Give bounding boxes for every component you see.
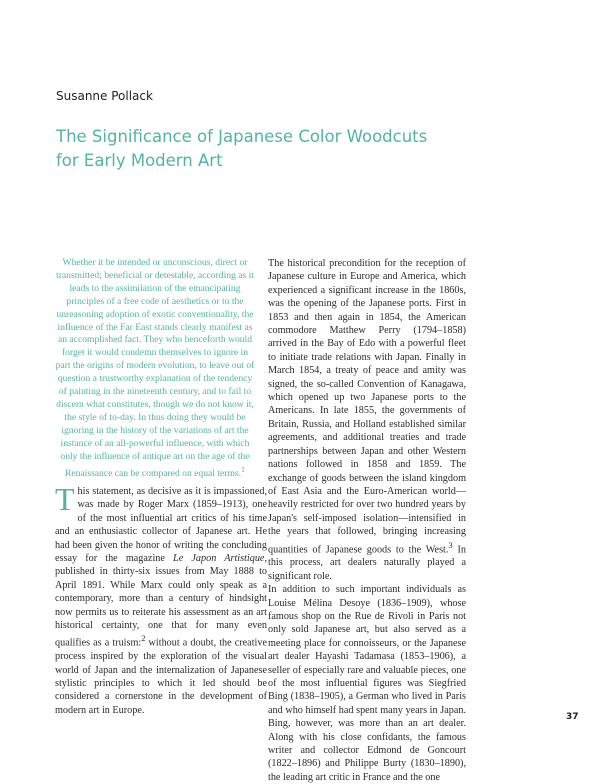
paragraph-text: , published in thirty-six issues from May 1888 to April 1891. While Marx could only speak as a contemporary, more than a century of hindsight now permits us to reiterate his assessment as an art historical certainty, one that for many even qualifies as a truism: [55, 553, 267, 649]
footnote-ref-1: 1 [241, 464, 246, 474]
page-number: 37 [566, 712, 579, 722]
epigraph-text: Whether it be intended or unconscious, direct or transmitted; beneficial or detestable, according as it leads to the assimilation of the emancipating principles of a free code of aesthetics or to the unreasoning adoption of exotic conventionality, the influence of the Far East stands clearly manifest as an accomplished fact. They who henceforth would forget it would condemn themselves to ignore in part the origins of modern evolution, to leave out of question a trustworthy explanation of the tendency of painting in the nineteenth century, and to fail to discern what constitutes, though we do not know it, the style of to-day. In thus doing they would be ignoring in the history of the variations of art the instance of an all-powerful influence, with which only the influence of antique art on the age of the Renaissance can be compared on equal terms. [55, 257, 255, 479]
epigraph-quote [55, 257, 255, 481]
footnote-ref-3: 3 [448, 539, 453, 550]
author-name: Susanne Pollack [56, 89, 153, 103]
body-column-left [55, 481, 267, 717]
footnote-ref-2: 2 [141, 633, 146, 644]
paragraph [55, 481, 267, 717]
drop-cap: T [55, 481, 75, 517]
paragraph-text: In this process, art dealers naturally played a significant role. [268, 543, 466, 582]
paragraph-text: The historical precondition for the reception of Japanese culture in Europe and America, which experienced a significant increase in the 1860s, was the opening of the Japanese ports. First in 1853 and then again in 1854, the American commodore Matthew Perry (1794–1858) arrived in the Bay of Edo with a powerful fleet to initiate trade relations with Japan. Finally in March 1854, a treaty of peace and amity was signed, the so-called Convention of Kanagawa, which opened up two Japanese ports to the Americans. In late 1855, the governments of Britain, Russia, and Holland established similar agreements, and additional treaties and trade partnerships between Japan and other Western nations followed in 1858 and 1859. The exchange of goods between the island kingdom of East Asia and the Euro-American world—heavily restricted for over two hundred years by Japan's self-imposed isolation—intensified in the years that followed, bringing increasing quantities of Japanese goods to the West. [268, 258, 466, 555]
paragraph-text: his statement, as decisive as it is impassioned, was made by Roger Marx (1859–1913), one of the most influential art critics of his time and an enthusiastic collector of Japanese art. He had been given the honor of writing the concluding essay for the magazine [55, 486, 267, 565]
paragraph [268, 257, 466, 583]
title-line-2: for Early Modern Art [56, 151, 223, 170]
paragraph-text: without a doubt, the creative process inspired by the exploration of the visual world of Japan and the internalization of Japanese stylistic principles to which it led should be considered a cornerstone in the development of modern art in Europe. [55, 637, 267, 716]
paragraph: In addition to such important individuals as Louise Mélina Desoye (1836–1909), whose famous shop on the Rue de Rivoli in Paris not only sold Japanese art, but also served as a meeting place for connoisseurs, or the Japanese art dealer Hayashi Tadamasa (1853–1906), a seller of especially rare and valuable pieces, one of the most influential figures was Siegfried Bing (1838–1905), a German who lived in Paris and who himself had spent many years in Japan. Bing, however, was more than an art dealer. Along with his close confidants, the famous writer and collector Edmond de Goncourt (1822–1896) and Philippe Burty (1830–1890), the leading art critic in France and the one [268, 584, 466, 783]
article-title [56, 125, 436, 173]
body-column-right [268, 257, 466, 784]
title-line-1: The Significance of Japanese Color Woodcuts [56, 127, 428, 146]
magazine-title: Le Japon Artistique [173, 553, 265, 565]
